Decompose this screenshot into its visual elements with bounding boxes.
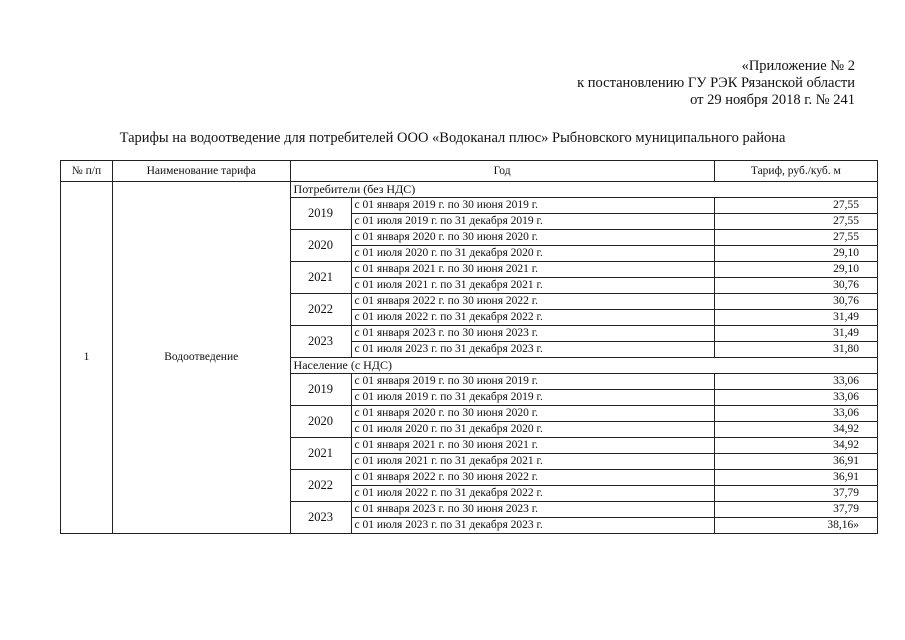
period-cell: с 01 января 2022 г. по 30 июня 2022 г.: [351, 294, 714, 310]
year-cell: 2019: [290, 198, 351, 230]
period-cell: с 01 июля 2020 г. по 31 декабря 2020 г.: [351, 422, 714, 438]
tariff-value-cell: 33,06: [714, 374, 877, 390]
tariff-value-cell: 27,55: [714, 198, 877, 214]
period-cell: с 01 июля 2019 г. по 31 декабря 2019 г.: [351, 214, 714, 230]
tariff-value-cell: 33,06: [714, 406, 877, 422]
appendix-header: [577, 58, 855, 109]
period-cell: с 01 января 2019 г. по 30 июня 2019 г.: [351, 198, 714, 214]
tariff-value-cell: 29,10: [714, 246, 877, 262]
period-cell: с 01 июля 2021 г. по 31 декабря 2021 г.: [351, 454, 714, 470]
column-header-number: № п/п: [61, 161, 113, 182]
consumer-group-label: Потребители (без НДС): [290, 182, 877, 198]
period-cell: с 01 января 2019 г. по 30 июня 2019 г.: [351, 374, 714, 390]
resolution-reference: к постановлению ГУ РЭК Рязанской области: [577, 75, 855, 91]
period-cell: с 01 июля 2023 г. по 31 декабря 2023 г.: [351, 342, 714, 358]
tariff-value-cell: 36,91: [714, 454, 877, 470]
year-cell: 2023: [290, 502, 351, 534]
tariff-value-cell: 30,76: [714, 278, 877, 294]
year-cell: 2023: [290, 326, 351, 358]
period-cell: с 01 января 2020 г. по 30 июня 2020 г.: [351, 230, 714, 246]
year-cell: 2022: [290, 470, 351, 502]
tariff-table: [60, 160, 878, 534]
period-cell: с 01 января 2020 г. по 30 июня 2020 г.: [351, 406, 714, 422]
period-cell: с 01 января 2022 г. по 30 июня 2022 г.: [351, 470, 714, 486]
year-cell: 2022: [290, 294, 351, 326]
resolution-date: от 29 ноября 2018 г. № 241: [690, 92, 855, 108]
period-cell: с 01 июля 2019 г. по 31 декабря 2019 г.: [351, 390, 714, 406]
appendix-number: «Приложение № 2: [741, 58, 855, 74]
tariff-value-cell: 27,55: [714, 214, 877, 230]
period-cell: с 01 июля 2022 г. по 31 декабря 2022 г.: [351, 486, 714, 502]
period-cell: с 01 июля 2020 г. по 31 декабря 2020 г.: [351, 246, 714, 262]
year-cell: 2019: [290, 374, 351, 406]
year-cell: 2021: [290, 262, 351, 294]
tariff-value-cell: 37,79: [714, 486, 877, 502]
period-cell: с 01 января 2023 г. по 30 июня 2023 г.: [351, 326, 714, 342]
year-cell: 2020: [290, 230, 351, 262]
tariff-value-cell: 36,91: [714, 470, 877, 486]
tariff-value-cell: 27,55: [714, 230, 877, 246]
tariff-name: Водоотведение: [112, 182, 290, 534]
tariff-value-cell: 29,10: [714, 262, 877, 278]
tariff-value-cell: 30,76: [714, 294, 877, 310]
period-cell: с 01 июля 2021 г. по 31 декабря 2021 г.: [351, 278, 714, 294]
period-cell: с 01 июля 2022 г. по 31 декабря 2022 г.: [351, 310, 714, 326]
year-cell: 2021: [290, 438, 351, 470]
period-cell: с 01 января 2021 г. по 30 июня 2021 г.: [351, 438, 714, 454]
tariff-value-cell: 31,80: [714, 342, 877, 358]
table-header-row: [61, 161, 878, 182]
consumer-group-label: Население (с НДС): [290, 358, 877, 374]
tariff-value-cell: 31,49: [714, 310, 877, 326]
period-cell: с 01 января 2023 г. по 30 июня 2023 г.: [351, 502, 714, 518]
tariff-value-cell: 34,92: [714, 438, 877, 454]
row-number: 1: [61, 182, 113, 534]
group-row: [61, 182, 878, 198]
column-header-tariff-value: Тариф, руб./куб. м: [714, 161, 877, 182]
tariff-value-cell: 31,49: [714, 326, 877, 342]
column-header-year: Год: [290, 161, 714, 182]
year-cell: 2020: [290, 406, 351, 438]
column-header-tariff-name: Наименование тарифа: [112, 161, 290, 182]
period-cell: с 01 июля 2023 г. по 31 декабря 2023 г.: [351, 518, 714, 534]
period-cell: с 01 января 2021 г. по 30 июня 2021 г.: [351, 262, 714, 278]
tariff-value-cell: 33,06: [714, 390, 877, 406]
document-title: Тарифы на водоотведение для потребителей ООО «Водоканал плюс» Рыбновского муниципального района: [119, 130, 786, 146]
tariff-table-body: [61, 182, 878, 534]
tariff-value-cell: 34,92: [714, 422, 877, 438]
tariff-value-cell: 38,16»: [714, 518, 877, 534]
tariff-value-cell: 37,79: [714, 502, 877, 518]
